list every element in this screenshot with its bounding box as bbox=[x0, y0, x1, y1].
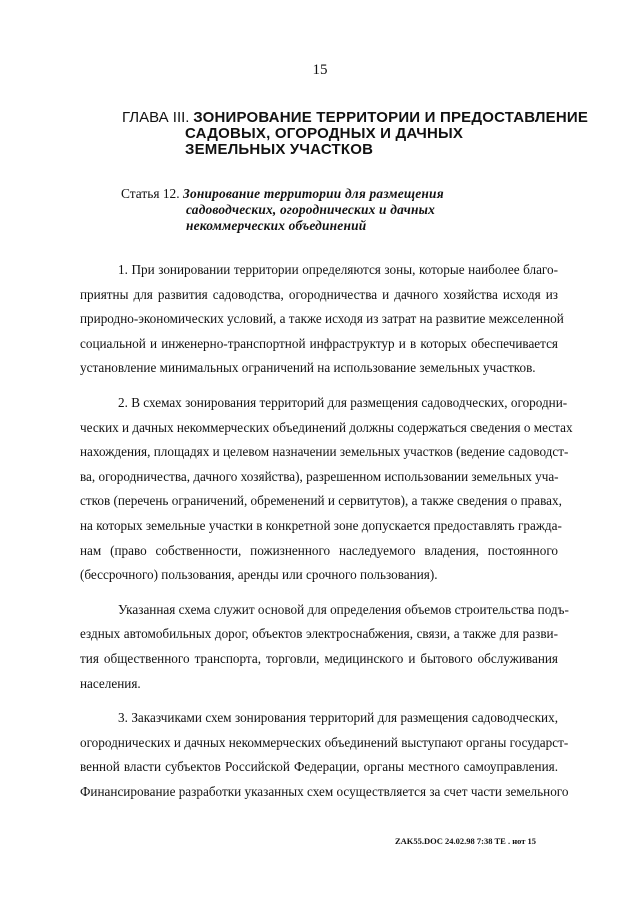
article-title-line: Зонирование территории для размещения bbox=[182, 186, 444, 201]
chapter-title-line: САДОВЫХ, ОГОРОДНЫХ И ДАЧНЫХ bbox=[185, 125, 464, 142]
text-line: социальной и инженерно-транспортной инфраструктур и в которых обеспечивается bbox=[80, 335, 558, 351]
text-line: нахождения, площадях и целевом назначении земельных участков (ведение садоводст- bbox=[80, 444, 569, 460]
text-line: огороднических и дачных некоммерческих объединений выступают органы государст- bbox=[80, 734, 569, 750]
text-line: нам (право собственности, пожизненного наследуемого владения, постоянного bbox=[80, 542, 558, 558]
text-line: тия общественного транспорта, торговли, медицинского и бытового обслуживания bbox=[80, 650, 558, 666]
text-line: приятны для развития садоводства, огородничества и дачного хозяйства исходя из bbox=[80, 286, 558, 302]
text-line: 1. При зонировании территории определяются зоны, которые наиболее благо- bbox=[118, 262, 558, 277]
body-text bbox=[80, 258, 573, 804]
text-line: Финансирование разработки указанных схем осуществляется за счет части земельного bbox=[80, 783, 569, 799]
text-line: природно-экономических условий, а также исходя из затрат на развитие межселенной bbox=[80, 311, 564, 327]
paragraph-4 bbox=[80, 706, 569, 804]
chapter-prefix: ГЛАВА III. bbox=[122, 109, 190, 126]
article-title-line: садоводческих, огороднических и дачных bbox=[186, 202, 436, 217]
text-line: установление минимальных ограничений на использование земельных участков. bbox=[80, 360, 536, 376]
chapter-title-line: ЗЕМЕЛЬНЫХ УЧАСТКОВ bbox=[185, 141, 374, 158]
chapter-heading bbox=[122, 109, 589, 158]
text-line: стков (перечень ограничений, обременений и сервитутов), а также сведения о правах, bbox=[80, 493, 562, 509]
article-prefix: Статья 12. bbox=[121, 186, 180, 201]
text-line: населения. bbox=[80, 675, 141, 691]
page-number: 15 bbox=[312, 62, 328, 78]
text-line: на которых земельные участки в конкретной зоне допускается предоставлять гражда- bbox=[80, 517, 562, 533]
text-line: ческих и дачных некоммерческих объединений должны содержаться сведения о местах bbox=[80, 419, 573, 435]
text-line: венной власти субъектов Российской Федерации, органы местного самоуправления. bbox=[80, 759, 558, 775]
text-line: Указанная схема служит основой для определения объемов строительства подъ- bbox=[118, 601, 569, 617]
article-heading bbox=[121, 186, 561, 234]
chapter-title-line: ЗОНИРОВАНИЕ ТЕРРИТОРИИ И ПРЕДОСТАВЛЕНИЕ bbox=[193, 109, 589, 126]
text-line: ва, огородничества, дачного хозяйства), разрешенном использовании земельных уча- bbox=[80, 468, 559, 484]
paragraph-2 bbox=[80, 391, 573, 588]
text-line: 3. Заказчиками схем зонирования территорий для размещения садоводческих, bbox=[118, 710, 558, 726]
text-line: ездных автомобильных дорог, объектов электроснабжения, связи, а также для разви- bbox=[80, 626, 558, 642]
paragraph-1 bbox=[80, 258, 564, 381]
paragraph-3 bbox=[80, 598, 569, 696]
text-line: 2. В схемах зонирования территорий для размещения садоводческих, огородни- bbox=[118, 394, 568, 410]
text-line: (бессрочного) пользования, аренды или срочного пользования). bbox=[80, 567, 438, 583]
file-footer: ZAK55.DOC 24.02.98 7:38 TE . нот 15 bbox=[395, 836, 537, 846]
article-title-line: некоммерческих объединений bbox=[186, 218, 367, 233]
